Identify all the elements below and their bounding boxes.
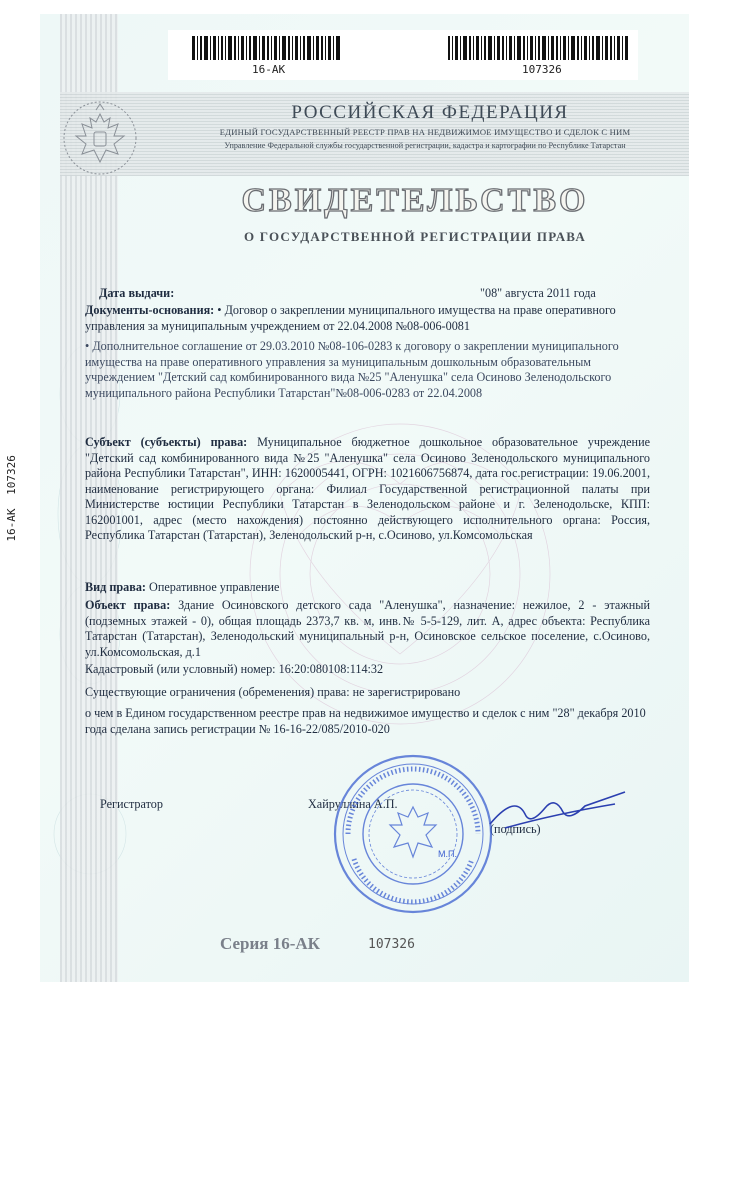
side-number-code: 107326 [5, 455, 18, 495]
registrar-signature [485, 784, 635, 844]
issue-date-label: Дата выдачи: [99, 286, 175, 300]
documents-item-2: • Дополнительное соглашение от 29.03.2010 №08-106-0283 к договору о закреплении муниципального имущества на праве оперативного управления за муниципальным дошкольным образовательным учреждением "Детский сад комбинированного вида №25 "Аленушка" села Осиново Зеленодольского муниципального района Республики Татарстан"№08-006-0283 от 22.04.2008 [85, 339, 619, 400]
certificate-sheet [40, 14, 689, 982]
documents-block [85, 303, 650, 334]
subject-label: Субъект (субъекты) права: [85, 435, 248, 449]
registration-record: о чем в Едином государственном реестре прав на недвижимое имущество и сделок с ним "28" декабря 2010 года сделана запись регистрации № 16-16-22/085/2010-020 [85, 706, 646, 736]
restrictions-value: не зарегистрировано [352, 685, 461, 699]
object-block [85, 598, 650, 660]
series-number: 107326 [368, 937, 415, 952]
object-value: Здание Осиновского детского сада "Аленушка", назначение: нежилое, 2 - этажный (подземных этажей - 0), общая площадь 2373,7 кв. м, инв.№ 5-5-129, лит. А, адрес объекта: Республика Татарстан (Татарстан), Зеленодольский муниципальный р-н, Осиновское сельское поселение, с.Осиново, ул.Комсомольская, д.1 [85, 598, 650, 659]
signature-caption: (подпись) [490, 822, 541, 836]
country-title: РОССИЙСКАЯ ФЕДЕРАЦИЯ [291, 102, 569, 123]
stamp-initials: М.П. [438, 849, 457, 859]
certificate-subtitle: О ГОСУДАРСТВЕННОЙ РЕГИСТРАЦИИ ПРАВА [244, 229, 586, 244]
barcode-left [192, 36, 342, 60]
certificate-title: СВИДЕТЕЛЬСТВО [241, 182, 589, 219]
subject-block [85, 435, 650, 544]
right-type-row [85, 580, 650, 596]
registrar-name: Хайруллина А.П. [308, 797, 398, 811]
issue-date-value: "08" августа 2011 года [480, 286, 596, 300]
barcode-left-text: 16-АК [252, 63, 286, 76]
documents-label: Документы-основания: [85, 303, 215, 317]
registrar-label: Регистратор [100, 797, 163, 811]
registry-subtitle: ЕДИНЫЙ ГОСУДАРСТВЕННЫЙ РЕЕСТР ПРАВ НА НЕДВИЖИМОЕ ИМУЩЕСТВО И СДЕЛОК С НИМ [219, 127, 631, 137]
subject-value: Муниципальное бюджетное дошкольное образовательное учреждение "Детский сад комбинированного вида №25 "Аленушка" села Осиново Зеленодольского муниципального района Республики Татарстан", ИНН: 1620005441, ОГРН: 1021606756874, дата гос.регистрации: 19.06.2001, наименование регистрирующего органа: Филиал Государственной регистрационной палаты при Министерстве юстиции Республики Татарстан в Зеленодольском районе и г. Зеленодольске, КПП: 162001001, адрес (место нахождения) постоянно действующего исполнительного органа: Россия, Республика Татарстан (Татарстан), Зеленодольский р-н, с.Осиново, ул.Комсомольская [85, 435, 651, 542]
barcode-right-text: 107326 [522, 63, 562, 76]
cadastral-row [85, 662, 650, 678]
official-seal-stamp-icon [328, 749, 498, 919]
documents-item-1: • Договор о закреплении муниципального имущества на праве оперативного управления за муниципальным учреждением от 22.04.2008 №08-006-0081 [85, 303, 616, 333]
series-label: Серия 16-АК [220, 934, 320, 953]
barcode-panel [168, 30, 638, 80]
right-type-label: Вид права: [85, 580, 146, 594]
office-subtitle: Управление Федеральной службы государственной регистрации, кадастра и картографии по Республике Татарстан [224, 141, 626, 150]
right-type-value: Оперативное управление [149, 580, 280, 594]
cadastral-value: 16:20:080108:114:32 [278, 662, 384, 676]
double-headed-eagle-emblem-icon [58, 96, 142, 180]
restrictions-label: Существующие ограничения (обременения) права: [85, 685, 350, 699]
restrictions-row [85, 685, 650, 701]
issue-date-row [85, 286, 650, 302]
barcode-right [448, 36, 628, 60]
side-series-code: 16-АК [5, 508, 18, 542]
object-label: Объект права: [85, 598, 171, 612]
cadastral-label: Кадастровый (или условный) номер: [85, 662, 276, 676]
